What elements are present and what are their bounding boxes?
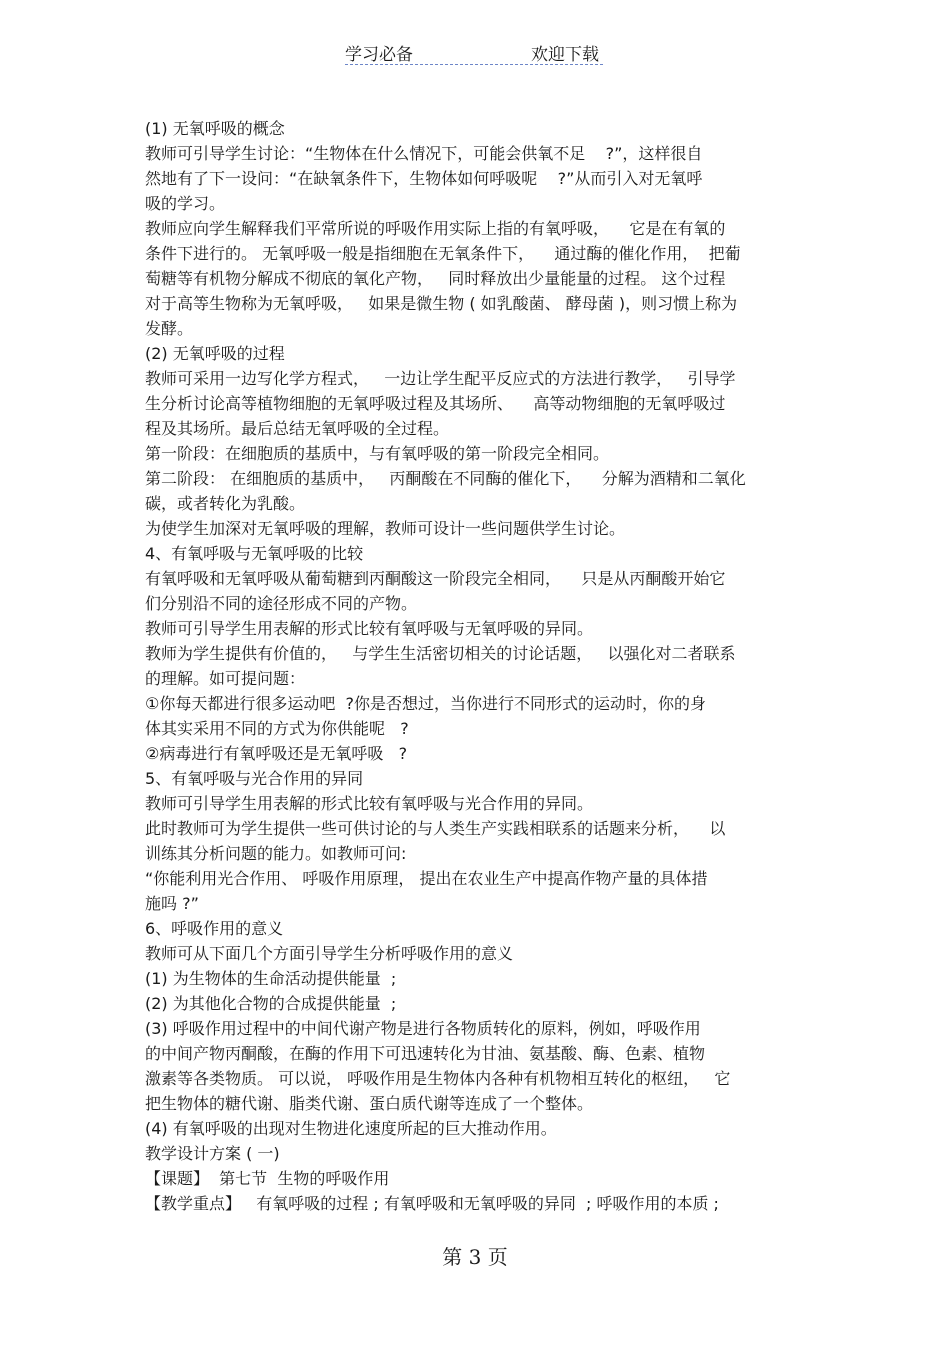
header-right-text: 欢迎下载 <box>531 45 599 65</box>
text-line: 激素等各类物质。 可以说， 呼吸作用是生物体内各种有机物相互转化的枢纽， 它 <box>145 1069 731 1088</box>
text-line: 教师可采用一边写化学方程式， 一边让学生配平反应式的方法进行教学， 引导学 <box>145 369 736 388</box>
header-left-text: 学习必备 <box>345 45 413 65</box>
text-line: (2) 为其他化合物的合成提供能量 ; <box>145 994 397 1013</box>
text-line: (4) 有氧呼吸的出现对生物进化速度所起的巨大推动作用。 <box>145 1119 557 1138</box>
text-line: 生分析讨论高等植物细胞的无氧呼吸过程及其场所、 高等动物细胞的无氧呼吸过 <box>145 394 726 413</box>
text-line: 4、有氧呼吸与无氧呼吸的比较 <box>145 544 364 563</box>
page-header <box>0 40 950 68</box>
text-line: 吸的学习。 <box>145 194 226 213</box>
text-line: (3) 呼吸作用过程中的中间代谢产物是进行各物质转化的原料，例如，呼吸作用 <box>145 1019 701 1038</box>
text-line: (1) 为生物体的生命活动提供能量 ; <box>145 969 397 988</box>
text-line: 教师可引导学生讨论：“生物体在什么情况下，可能会供氧不足 ?”，这样很自 <box>145 144 703 163</box>
text-line: 的中间产物丙酮酸，在酶的作用下可迅速转化为甘油、氨基酸、酶、色素、植物 <box>145 1044 706 1063</box>
text-line: 教师可引导学生用表解的形式比较有氧呼吸与光合作用的异同。 <box>145 794 594 813</box>
text-line: 然地有了下一设问：“在缺氧条件下，生物体如何呼吸呢 ?”从而引入对无氧呼 <box>145 169 703 188</box>
text-line: 教师可引导学生用表解的形式比较有氧呼吸与无氧呼吸的异同。 <box>145 619 594 638</box>
text-line: 教师应向学生解释我们平常所说的呼吸作用实际上指的有氧呼吸， 它是在有氧的 <box>145 219 726 238</box>
text-line: 们分别沿不同的途径形成不同的产物。 <box>145 594 418 613</box>
text-line: 有氧呼吸和无氧呼吸从葡萄糖到丙酮酸这一阶段完全相同， 只是从丙酮酸开始它 <box>145 569 726 588</box>
document-body <box>145 116 810 1216</box>
text-line: 萄糖等有机物分解成不彻底的氧化产物， 同时释放出少量能量的过程。 这个过程 <box>145 269 726 288</box>
text-line: 5、有氧呼吸与光合作用的异同 <box>145 769 364 788</box>
text-line: 为使学生加深对无氧呼吸的理解，教师可设计一些问题供学生讨论。 <box>145 519 626 538</box>
text-line: 教师为学生提供有价值的， 与学生生活密切相关的讨论话题， 以强化对二者联系 <box>145 644 736 663</box>
text-line: 训练其分析问题的能力。如教师可问: <box>145 844 407 863</box>
text-line: 碳，或者转化为乳酸。 <box>145 494 306 513</box>
text-line: ②病毒进行有氧呼吸还是无氧呼吸 ? <box>145 744 408 763</box>
text-line: 条件下进行的。 无氧呼吸一般是指细胞在无氧条件下， 通过酶的催化作用， 把葡 <box>145 244 741 263</box>
text-line: 【教学重点】 有氧呼吸的过程 ; 有氧呼吸和无氧呼吸的异同 ; 呼吸作用的本质 ; <box>145 1194 719 1213</box>
text-line: (1) 无氧呼吸的概念 <box>145 119 285 138</box>
text-line: 的理解。如可提问题： <box>145 669 306 688</box>
text-line: 【课题】 第七节 生物的呼吸作用 <box>145 1169 390 1188</box>
text-line: 程及其场所。最后总结无氧呼吸的全过程。 <box>145 419 450 438</box>
text-line: 第一阶段：在细胞质的基质中，与有氧呼吸的第一阶段完全相同。 <box>145 444 610 463</box>
text-line: ①你每天都进行很多运动吧 ?你是否想过，当你进行不同形式的运动时，你的身 <box>145 694 707 713</box>
text-line: 此时教师可为学生提供一些可供讨论的与人类生产实践相联系的话题来分析， 以 <box>145 819 726 838</box>
text-line: 体其实采用不同的方式为你供能呢 ? <box>145 719 409 738</box>
text-line: 教师可从下面几个方面引导学生分析呼吸作用的意义 <box>145 944 514 963</box>
text-line: 对于高等生物称为无氧呼吸， 如果是微生物 ( 如乳酸菌、 酵母菌 )，则习惯上称为 <box>145 294 738 313</box>
text-line: 发酵。 <box>145 319 194 338</box>
header-divider <box>345 64 603 65</box>
text-line: 教学设计方案 ( 一) <box>145 1144 280 1163</box>
page-number: 第 3 页 <box>442 1245 508 1269</box>
text-line: “你能利用光合作用、 呼吸作用原理， 提出在农业生产中提高作物产量的具体措 <box>145 869 708 888</box>
text-line: 6、呼吸作用的意义 <box>145 919 284 938</box>
text-line: 施吗 ?” <box>145 894 199 913</box>
text-line: 第二阶段： 在细胞质的基质中， 丙酮酸在不同酶的催化下， 分解为酒精和二氧化 <box>145 469 746 488</box>
text-line: 把生物体的糖代谢、脂类代谢、蛋白质代谢等连成了一个整体。 <box>145 1094 594 1113</box>
text-line: (2) 无氧呼吸的过程 <box>145 344 285 363</box>
